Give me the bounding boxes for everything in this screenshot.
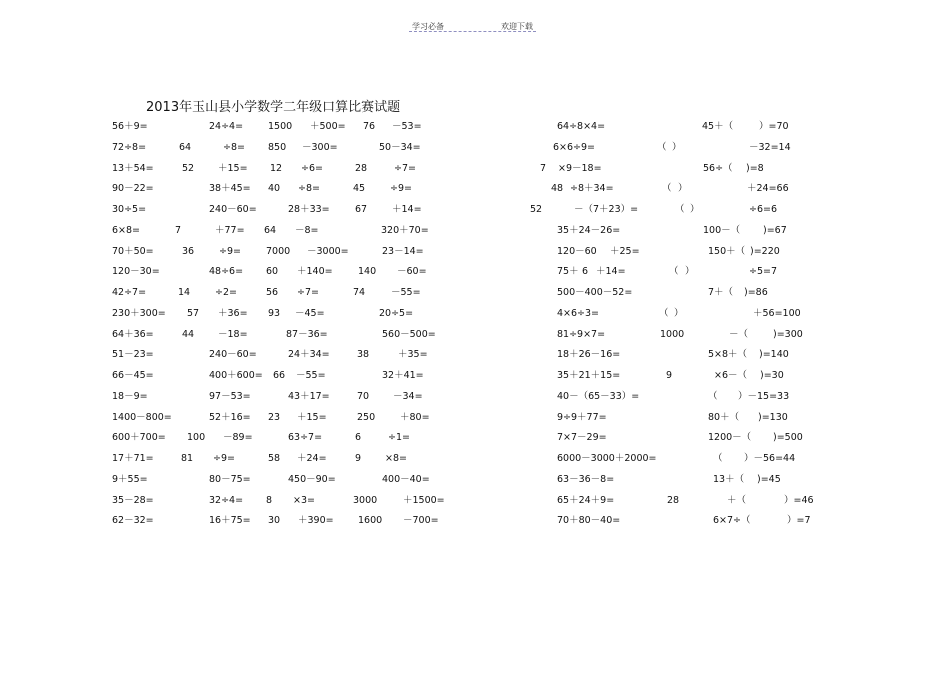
problem-text: 18＋26－16= bbox=[557, 349, 621, 361]
problem-text: ÷9= bbox=[390, 183, 412, 195]
problem-text: 140 bbox=[358, 266, 377, 278]
problem-text: ）=70 bbox=[759, 121, 789, 132]
problem-text: 13＋（ bbox=[713, 473, 745, 485]
problem-text: 52＋16= bbox=[209, 411, 251, 423]
problem-text: ＋80= bbox=[400, 411, 430, 423]
problem-text: 5×8＋（ bbox=[708, 349, 748, 361]
problem-text: ＋（ bbox=[727, 494, 747, 506]
problem-text: 1600 bbox=[358, 515, 383, 527]
problem-text: 28 bbox=[355, 162, 368, 174]
problem-text: 23－14= bbox=[382, 245, 424, 257]
problem-text: 87－36= bbox=[286, 328, 328, 340]
problem-text: 72÷8= bbox=[112, 141, 147, 153]
problem-text: 38＋45= bbox=[209, 183, 251, 195]
problem-text: 32÷4= bbox=[209, 494, 244, 506]
problem-text: ÷6= bbox=[301, 162, 323, 174]
problem-text: 8 bbox=[266, 494, 273, 506]
problem-text: 17＋71= bbox=[112, 453, 154, 464]
problem-text: )=140 bbox=[759, 349, 789, 361]
problem-text: ÷7= bbox=[297, 287, 319, 298]
problem-text: 63÷7= bbox=[288, 432, 323, 444]
problem-text: 64＋36= bbox=[112, 328, 154, 340]
problem-text: 6 bbox=[355, 432, 362, 444]
problem-text: 24＋34= bbox=[288, 349, 330, 361]
problem-text: ） bbox=[674, 307, 684, 319]
problem-text: （ bbox=[669, 266, 679, 278]
problem-text: ＋14= bbox=[392, 204, 422, 215]
problem-text: 52 bbox=[182, 162, 195, 174]
problem-text: 120－30= bbox=[112, 266, 160, 278]
problem-text: 44 bbox=[182, 328, 195, 340]
problem-text: ÷8＋34= bbox=[570, 183, 614, 195]
problem-text: 80＋（ bbox=[708, 411, 740, 423]
problem-text: （ bbox=[708, 390, 718, 402]
problem-text: －89= bbox=[223, 432, 253, 444]
problem-text: ＋24= bbox=[297, 453, 327, 464]
problem-text: 45＋（ bbox=[702, 121, 734, 132]
problem-text: )=130 bbox=[758, 411, 788, 423]
problem-text: （ bbox=[713, 453, 723, 464]
problem-text: ×9－18= bbox=[558, 162, 602, 174]
problem-text: ） bbox=[678, 183, 688, 195]
problem-text: 70＋50= bbox=[112, 245, 154, 257]
problem-text: 48÷6= bbox=[209, 266, 244, 278]
problem-text: 57 bbox=[187, 307, 200, 319]
problem-text: 30 bbox=[268, 515, 281, 527]
problem-text: －8= bbox=[295, 224, 319, 236]
problem-text: ÷7= bbox=[394, 162, 416, 174]
problem-text: －34= bbox=[393, 390, 423, 402]
document-title: 2013年玉山县小学数学二年级口算比赛试题 bbox=[146, 100, 401, 115]
problem-text: 400＋600= bbox=[209, 370, 263, 381]
problem-text: 52 bbox=[530, 204, 543, 215]
problem-text: 6×7÷（ bbox=[713, 515, 751, 527]
problem-text: 1400－800= bbox=[112, 411, 172, 423]
problem-text: 1000 bbox=[660, 328, 685, 340]
problem-text: ＋35= bbox=[398, 349, 428, 361]
problem-text: 28＋33= bbox=[288, 204, 330, 215]
problem-text: 67 bbox=[355, 204, 368, 215]
problem-text: 40 bbox=[268, 183, 281, 195]
problem-text: 65＋24＋9= bbox=[557, 494, 615, 506]
problem-text: －18= bbox=[218, 328, 248, 340]
problem-text: ＋36= bbox=[218, 307, 248, 319]
problem-text: 13＋54= bbox=[112, 162, 154, 174]
problem-text: 80－75= bbox=[209, 473, 251, 485]
problem-text: 600＋700= bbox=[112, 432, 166, 444]
problem-text: 7 bbox=[175, 224, 182, 236]
problem-text: )=300 bbox=[773, 328, 803, 340]
problem-text: 43＋17= bbox=[288, 390, 330, 402]
problem-text: 51－23= bbox=[112, 349, 154, 361]
problem-text: （ bbox=[657, 141, 667, 153]
problem-text: 35＋24－26= bbox=[557, 224, 621, 236]
problem-text: )=67 bbox=[763, 224, 787, 236]
problem-text: 97－53= bbox=[209, 390, 251, 402]
problem-text: 56 bbox=[266, 287, 279, 298]
problem-text: ×3= bbox=[293, 494, 315, 506]
problem-text: 4×6÷3= bbox=[557, 307, 600, 319]
problem-text: 90－22= bbox=[112, 183, 154, 195]
problem-text: 9 bbox=[666, 370, 673, 381]
problem-text: 48 bbox=[551, 183, 564, 195]
problem-text: 240－60= bbox=[209, 349, 257, 361]
problem-text: 18－9= bbox=[112, 390, 148, 402]
problem-text: 36 bbox=[182, 245, 195, 257]
problem-text: 120－60 bbox=[557, 245, 597, 257]
problem-text: 230＋300= bbox=[112, 307, 166, 319]
problem-text: 9 bbox=[355, 453, 362, 464]
problem-text: ÷6=6 bbox=[749, 204, 778, 215]
problem-text: 100－（ bbox=[703, 224, 741, 236]
problem-text: ）－56=44 bbox=[744, 453, 796, 464]
problem-text: 35＋21＋15= bbox=[557, 370, 621, 381]
problem-text: 100 bbox=[187, 432, 206, 444]
problem-text: ） bbox=[690, 204, 700, 215]
problem-text: ） bbox=[672, 141, 682, 153]
problem-text: 63－36－8= bbox=[557, 473, 615, 485]
problem-text: －60= bbox=[397, 266, 427, 278]
problem-text: 7×7－29= bbox=[557, 432, 607, 444]
problem-text: )=30 bbox=[760, 370, 784, 381]
problem-text: ）=7 bbox=[787, 515, 811, 527]
problem-text: 64 bbox=[264, 224, 277, 236]
problem-text: ）－15=33 bbox=[738, 390, 790, 402]
problem-text: ＋14= bbox=[596, 266, 626, 278]
header-divider bbox=[409, 31, 536, 32]
problem-text: ÷2= bbox=[215, 287, 237, 298]
problem-text: ×8= bbox=[385, 453, 407, 464]
problem-text: 400－40= bbox=[382, 473, 430, 485]
problem-text: 24÷4= bbox=[209, 121, 244, 132]
problem-text: 30÷5= bbox=[112, 204, 147, 215]
problem-text: 81÷9×7= bbox=[557, 328, 606, 340]
problem-text: 450－90= bbox=[288, 473, 336, 485]
problem-text: 1500 bbox=[268, 121, 293, 132]
problem-text: ÷8= bbox=[223, 141, 245, 153]
problem-text: －3000= bbox=[307, 245, 349, 257]
problem-text: ÷5=7 bbox=[749, 266, 778, 278]
problem-text: 7＋（ bbox=[708, 287, 734, 298]
problem-text: ＋390= bbox=[298, 515, 334, 527]
problem-text: )=8 bbox=[746, 162, 764, 174]
problem-text: ÷8= bbox=[298, 183, 320, 195]
problem-text: －300= bbox=[302, 141, 338, 153]
problem-text: 56÷（ bbox=[703, 162, 733, 174]
problem-text: 42÷7= bbox=[112, 287, 147, 298]
problem-text: )=86 bbox=[744, 287, 768, 298]
problem-text: 7000 bbox=[266, 245, 291, 257]
problem-text: 12 bbox=[270, 162, 283, 174]
problem-text: －55= bbox=[391, 287, 421, 298]
problem-text: ）=46 bbox=[784, 494, 814, 506]
problem-text: 7 bbox=[540, 162, 547, 174]
problem-text: 60 bbox=[266, 266, 279, 278]
problem-text: ＋56=100 bbox=[753, 307, 801, 319]
problem-text: 6 bbox=[582, 266, 589, 278]
problem-text: （ bbox=[675, 204, 685, 215]
problem-text: 28 bbox=[667, 494, 680, 506]
problem-text: 6000－3000＋2000= bbox=[557, 453, 657, 464]
problem-text: 9÷9＋77= bbox=[557, 411, 607, 423]
problem-text: 45 bbox=[353, 183, 366, 195]
problem-text: －45= bbox=[295, 307, 325, 319]
problem-text: （ bbox=[662, 183, 672, 195]
problem-text: ＋1500= bbox=[403, 494, 445, 506]
problem-text: 560－500= bbox=[382, 328, 436, 340]
problem-text: 250 bbox=[357, 411, 376, 423]
problem-text: ÷1= bbox=[388, 432, 410, 444]
problem-text: 58 bbox=[268, 453, 281, 464]
problem-text: 240－60= bbox=[209, 204, 257, 215]
problem-text: ×6－（ bbox=[714, 370, 748, 381]
problem-text: 6×6÷9= bbox=[553, 141, 596, 153]
problem-text: 3000 bbox=[353, 494, 378, 506]
problem-text: ＋77= bbox=[215, 224, 245, 236]
problem-text: 500－400－52= bbox=[557, 287, 633, 298]
problem-text: 70＋80－40= bbox=[557, 515, 621, 527]
problem-text: 320＋70= bbox=[381, 224, 429, 236]
problem-text: 35－28= bbox=[112, 494, 154, 506]
problem-text: 40－（65－33）= bbox=[557, 390, 640, 402]
problem-text: ） bbox=[685, 266, 695, 278]
header-right-text: 欢迎下载 bbox=[501, 22, 533, 31]
problem-text: －55= bbox=[296, 370, 326, 381]
problem-text: )=45 bbox=[757, 473, 781, 485]
problem-text: 150＋（ bbox=[708, 245, 746, 257]
problem-text: ＋25= bbox=[610, 245, 640, 257]
problem-text: －（ bbox=[729, 328, 749, 340]
problem-text: 81 bbox=[181, 453, 194, 464]
problem-text: 66 bbox=[273, 370, 286, 381]
problem-text: 850 bbox=[268, 141, 287, 153]
problem-text: 23 bbox=[268, 411, 281, 423]
problem-text: 14 bbox=[178, 287, 191, 298]
problem-text: 16＋75= bbox=[209, 515, 251, 527]
problem-text: 9＋55= bbox=[112, 473, 148, 485]
problem-text: 62－32= bbox=[112, 515, 154, 527]
problem-text: 76 bbox=[363, 121, 376, 132]
problem-text: 75＋ bbox=[557, 266, 579, 278]
problem-text: ＋15= bbox=[218, 162, 248, 174]
problem-text: ÷9= bbox=[213, 453, 235, 464]
header-left-text: 学习必备 bbox=[412, 22, 444, 31]
problem-text: 64 bbox=[179, 141, 192, 153]
problem-text: 20÷5= bbox=[379, 307, 414, 319]
problem-text: 32＋41= bbox=[382, 370, 424, 381]
problem-text: 38 bbox=[357, 349, 370, 361]
problem-text: 56＋9= bbox=[112, 121, 148, 132]
problem-text: 50－34= bbox=[379, 141, 421, 153]
problem-text: －700= bbox=[403, 515, 439, 527]
problem-text: )=500 bbox=[773, 432, 803, 444]
problem-text: ÷9= bbox=[219, 245, 241, 257]
problem-text: －53= bbox=[392, 121, 422, 132]
problem-text: －（7＋23）= bbox=[574, 204, 639, 215]
problem-text: )=220 bbox=[750, 245, 780, 257]
problem-text: ＋140= bbox=[297, 266, 333, 278]
problem-text: ＋500= bbox=[310, 121, 346, 132]
problem-text: （ bbox=[659, 307, 669, 319]
problem-text: 70 bbox=[357, 390, 370, 402]
problem-text: ＋15= bbox=[297, 411, 327, 423]
problem-text: 64÷8×4= bbox=[557, 121, 606, 132]
problem-text: －32=14 bbox=[749, 141, 791, 153]
problem-text: 6×8= bbox=[112, 224, 141, 236]
problem-text: 74 bbox=[353, 287, 366, 298]
problem-text: 66－45= bbox=[112, 370, 154, 381]
problem-text: ＋24=66 bbox=[747, 183, 789, 195]
problem-text: 93 bbox=[268, 307, 281, 319]
problem-text: 1200－（ bbox=[708, 432, 752, 444]
